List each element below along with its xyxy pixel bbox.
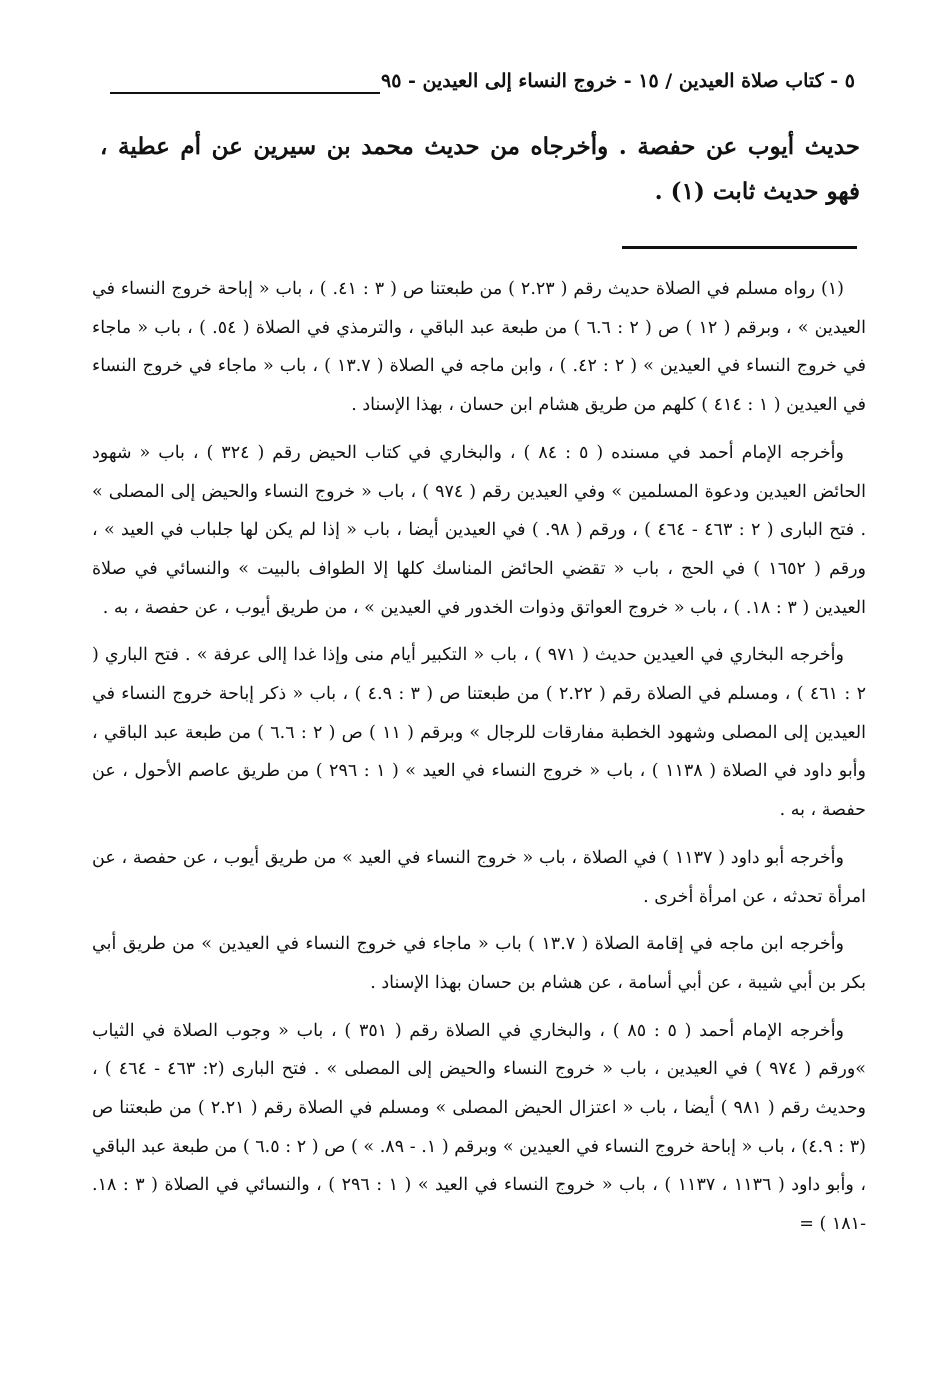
running-title: ٥ - كتاب صلاة العيدين / ١٥ - خروج النساء إلى العيدين - ٩٥ [381,70,855,92]
footnote-paragraph: (١) رواه مسلم في الصلاة حديث رقم ( ٢.٢٣ ) من طبعتنا ص ( ٣ : ٤١. ) ، باب « إباحة خروج النساء في العيدين » ، وبرقم ( ١٢ ) ص ( ٢ : ٦.٦ ) من طبعة عبد الباقي ، والترمذي في الصلاة ( ٥٤. ) ، باب « ماجاء في خروج النساء في العيدين » ( ٢ : ٤٢. ) ، وابن ماجه في الصلاة ( ١٣.٧ ) ، باب « ماجاء في خروج النساء في العيدين ( ١ : ٤١٤ ) كلهم من طريق هشام ابن حسان ، بهذا الإسناد . [92,279,866,416]
footnote-paragraph: وأخرجه البخاري في العيدين حديث ( ٩٧١ ) ، باب « التكبير أيام منى وإذا غدا إالى عرفة » . فتح الباري ( ٢ : ٤٦١ ) ، ومسلم في الصلاة رقم ( ٢.٢٢ ) من طبعتنا ص ( ٣ : ٤.٩ ) ، باب « ذكر إباحة خروج النساء في العيدين إلى المصلى وشهود الخطبة مفارقات للرجال » وبرقم ( ١١ ) ص ( ٢ : ٦.٦ ) من طبعة عبد الباقي ، وأبو داود في الصلاة ( ١١٣٨ ) ، باب « خروج النساء في العيد » ( ١ : ٢٩٦ ) من طريق عاصم الأحول ، عن حفصة ، به . [92,645,867,821]
main-text-block [100,124,860,214]
header-rule [110,92,380,94]
running-header [110,64,855,98]
main-paragraph: حديث أيوب عن حفصة . وأخرجاه من حديث محمد بن سيرين عن أم عطية ، فهو حديث ثابت (١) . [100,133,860,205]
footnote-paragraph: وأخرجه الإمام أحمد في مسنده ( ٥ : ٨٤ ) ، والبخاري في كتاب الحيض رقم ( ٣٢٤ ) ، باب « شهود الحائض العيدين ودعوة المسلمين » وفي العيدين رقم ( ٩٧٤ ) ، باب « خروج النساء والحيض إلى المصلى » . فتح البارى ( ٢ : ٤٦٣ - ٤٦٤ ) ، ورقم ( ٩٨. ) في العيدين أيضا ، باب « إذا لم يكن لها جلباب في العيد » ، ورقم ( ١٦٥٢ ) في الحج ، باب « تقضي الحائض المناسك كلها إلا الطواف بالبيت » والنسائي في صلاة العيدين ( ٣ : ١٨. ) ، باب « خروج العواتق وذوات الخدور في العيدين » ، من طريق أيوب ، عن حفصة ، به . [92,442,867,618]
footnote-paragraph: وأخرجه الإمام أحمد ( ٥ : ٨٥ ) ، والبخاري في الصلاة رقم ( ٣٥١ ) ، باب « وجوب الصلاة في الثياب »ورقم ( ٩٧٤ ) في العيدين ، باب « خروج النساء والحيض إلى المصلى » . فتح البارى (٢: ٤٦٣ - ٤٦٤ ) ، وحديث رقم ( ٩٨١ ) أيضا ، باب « اعتزال الحيض المصلى » ومسلم في الصلاة رقم ( ٢.٢١ ) من طبعتنا ص (٣ : ٤.٩) ، باب « إباحة خروج النساء في العيدين » وبرقم ( ١. - ٨٩. » ) ص ( ٢ : ٦.٥ ) من طبعة عبد الباقي ، وأبو داود ( ١١٣٦ ، ١١٣٧ ) ، باب « خروج النساء في العيد » ( ١ : ٢٩٦ ) ، والنسائي في الصلاة ( ٣ : ١٨. -١٨١ ) = [92,1020,866,1235]
footnote-paragraph: وأخرجه ابن ماجه في إقامة الصلاة ( ١٣.٧ ) باب « ماجاء في خروج النساء في العيدين » من طريق أبي بكر بن أبي شيبة ، عن أبي أسامة ، عن هشام بن حسان بهذا الإسناد . [92,934,866,993]
footnotes-block [92,270,866,1253]
footnote-separator [622,246,857,249]
footnote-paragraph: وأخرجه أبو داود ( ١١٣٧ ) في الصلاة ، باب « خروج النساء في العيد » من طريق أيوب ، عن حفصة ، عن امرأة تحدثه ، عن امرأة أخرى . [92,847,866,907]
